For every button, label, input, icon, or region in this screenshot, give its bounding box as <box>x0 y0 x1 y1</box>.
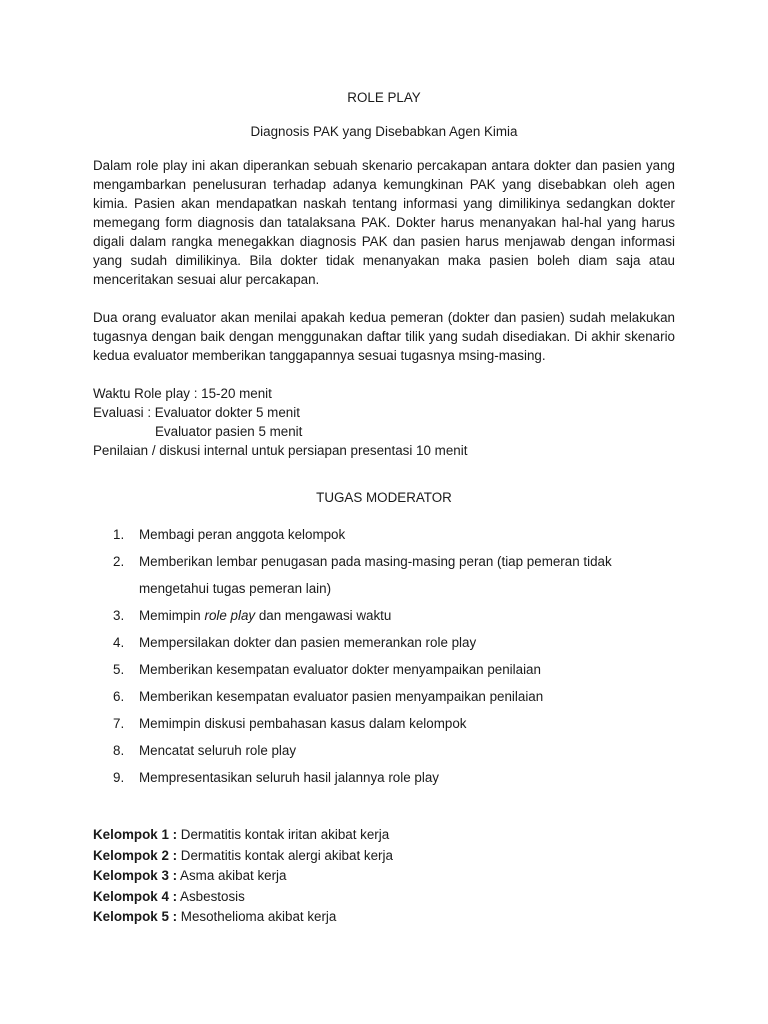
list-item-text: Memberikan kesempatan evaluator pasien menyampaikan penilaian <box>139 689 544 704</box>
evaluator-paragraph: Dua orang evaluator akan menilai apakah kedua pemeran (dokter dan pasien) sudah melakukan tugasnya dengan baik dengan menggunakan daftar tilik yang sudah disediakan. Di akhir skenario kedua evaluator memberikan tanggapannya sesuai tugasnya msing-masing. <box>93 310 675 363</box>
list-item <box>93 602 675 629</box>
list-item <box>93 656 675 683</box>
document-title: ROLE PLAY <box>347 90 421 105</box>
timing-block <box>93 384 675 460</box>
document-page <box>93 88 675 928</box>
timing-evaluasi-doctor: Evaluasi : Evaluator dokter 5 menit <box>93 405 300 420</box>
list-item-number: 4. <box>113 635 125 650</box>
group-label: Kelompok 4 : <box>93 888 178 904</box>
list-item-text: Membagi peran anggota kelompok <box>139 527 346 542</box>
group-list <box>93 825 675 928</box>
list-item-number: 7. <box>113 716 125 731</box>
moderator-section-title: TUGAS MODERATOR <box>316 490 452 505</box>
group-label: Kelompok 2 : <box>93 847 178 863</box>
list-item-number: 1. <box>113 527 125 542</box>
group-value: Mesothelioma akibat kerja <box>177 909 337 924</box>
timing-roleplay: Waktu Role play : 15-20 menit <box>93 386 272 401</box>
group-value: Asma akibat kerja <box>177 868 287 883</box>
list-item <box>93 710 675 737</box>
intro-paragraph: Dalam role play ini akan diperankan sebuah skenario percakapan antara dokter dan pasien yang mengambarkan penelusuran terhadap adanya kemungkinan PAK yang disebabkan oleh agen kimia. Pasien akan mendapatkan naskah tentang informasi yang dimilikinya sedangkan dokter memegang form diagnosis dan tatalaksana PAK. Dokter harus menanyakan hal-hal yang harus digali dalam rangka menegakkan diagnosis PAK dan pasien harus menjawab dengan informasi yang sudah dimilikinya. Bila dokter tidak menanyakan maka pasien boleh diam saja atau menceritakan sesuai alur percakapan. <box>93 158 675 287</box>
list-item-number: 9. <box>113 770 125 785</box>
list-item-number: 5. <box>113 662 125 677</box>
list-item-text: Mempersilakan dokter dan pasien memerankan role play <box>139 635 477 650</box>
list-item-text: Mempresentasikan seluruh hasil jalannya role play <box>139 770 439 785</box>
list-item-number: 6. <box>113 689 125 704</box>
list-item-text: Memimpin diskusi pembahasan kasus dalam kelompok <box>139 716 467 731</box>
list-item-text: Memberikan kesempatan evaluator dokter menyampaikan penilaian <box>139 662 541 677</box>
list-item-text: Memberikan lembar penugasan pada masing-masing peran (tiap pemeran tidak <box>139 554 612 569</box>
list-item <box>93 548 675 602</box>
list-item <box>93 683 675 710</box>
list-item-number: 8. <box>113 743 125 758</box>
list-item-emphasis: role play <box>204 608 256 623</box>
group-item <box>93 866 675 887</box>
group-label: Kelompok 5 : <box>93 909 178 924</box>
timing-penilaian: Penilaian / diskusi internal untuk persiapan presentasi 10 menit <box>93 443 468 458</box>
list-item-number: 2. <box>113 554 125 569</box>
document-subtitle: Diagnosis PAK yang Disebabkan Agen Kimia <box>250 124 518 139</box>
group-label: Kelompok 3 : <box>93 868 178 883</box>
group-label: Kelompok 1 : <box>93 827 178 842</box>
group-value: Asbestosis <box>177 888 245 904</box>
list-item-text-continued: mengetahui tugas pemeran lain) <box>139 581 332 596</box>
list-item-text: Memimpin <box>139 608 205 623</box>
group-value: Dermatitis kontak alergi akibat kerja <box>177 847 393 863</box>
list-item <box>93 764 675 791</box>
group-item <box>93 846 675 867</box>
group-item <box>93 887 675 908</box>
list-item-number: 3. <box>113 608 125 623</box>
list-item-text-end: dan mengawasi waktu <box>255 608 392 623</box>
list-item-text: Mencatat seluruh role play <box>139 743 297 758</box>
group-value: Dermatitis kontak iritan akibat kerja <box>177 827 390 842</box>
list-item <box>93 521 675 548</box>
timing-evaluasi-patient: Evaluator pasien 5 menit <box>155 424 303 439</box>
list-item <box>93 629 675 656</box>
moderator-task-list <box>93 521 675 791</box>
group-item <box>93 825 675 846</box>
group-item <box>93 907 675 928</box>
list-item <box>93 737 675 764</box>
